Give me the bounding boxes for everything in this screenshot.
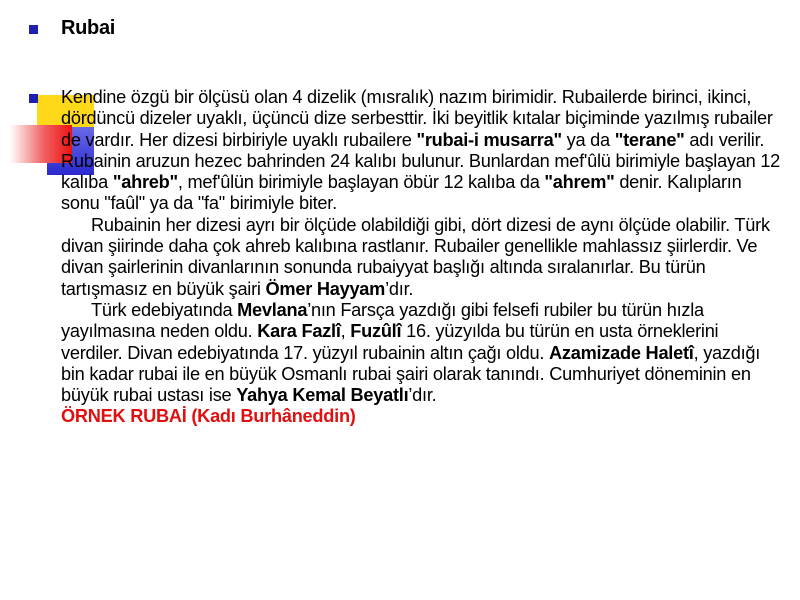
slide-title: Rubai <box>61 17 116 39</box>
paragraph-history: Türk edebiyatında Mevlana’nın Farsça yazdığı gibi felsefi rubiler bu türün hızla yayılmasına neden oldu. Kara Fazlî, Fuzûlî 16. yüzyılda bu türün en usta örneklerini verdiler. Divan edebiyatında 17. yüzyıl rubainin altın çağı oldu. Azamizade Haletî, yazdığı bin kadar rubai ile en büyük Osmanlı rubai şairi olarak tanındı. Cumhuriyet döneminin en büyük rubai ustası ise Yahya Kemal Beyatlı’dır. <box>61 299 761 406</box>
bullet-icon <box>29 94 38 103</box>
bullet-icon <box>29 25 38 34</box>
paragraph-definition: Kendine özgü bir ölçüsü olan 4 dizelik (mısralık) nazım birimidir. Rubailerde birinci, ikinci, dördüncü dizeler uyaklı, üçüncü dize serbesttir. İki beyitlik kıtalar biçiminde yazılmış rubailer de vardır. Her dizesi birbiriyle uyaklı rubailere "rubai-i musarra" ya da "terane" adı verilir. Rubainin aruzun hezec bahrinden 24 kalıbı bulunur. Bunlardan mef'ûlü birimiyle başlayan 12 kalıba "ahreb", mef'ûlün birimiyle başlayan öbür 12 kalıba da "ahrem" denir. Kalıpların sonu "faûl" ya da "fa" birimiyle biter. <box>61 87 781 214</box>
example-heading: ÖRNEK RUBAİ (Kadı Burhâneddin) <box>61 406 356 427</box>
paragraph-meter: Rubainin her dizesi ayrı bir ölçüde olabildiği gibi, dört dizesi de aynı ölçüde olabilir. Türk divan şiirinde daha çok ahreb kalıbına rastlanır. Rubailer genellikle mahlassız şiirlerdir. Ve divan şairlerinin divanlarının sonunda rubaiyyat başlığı altında sıralanırlar. Bu türün tartışmasız en büyük şairi Ömer Hayyam’dır. <box>61 214 770 299</box>
slide-body <box>61 87 781 428</box>
